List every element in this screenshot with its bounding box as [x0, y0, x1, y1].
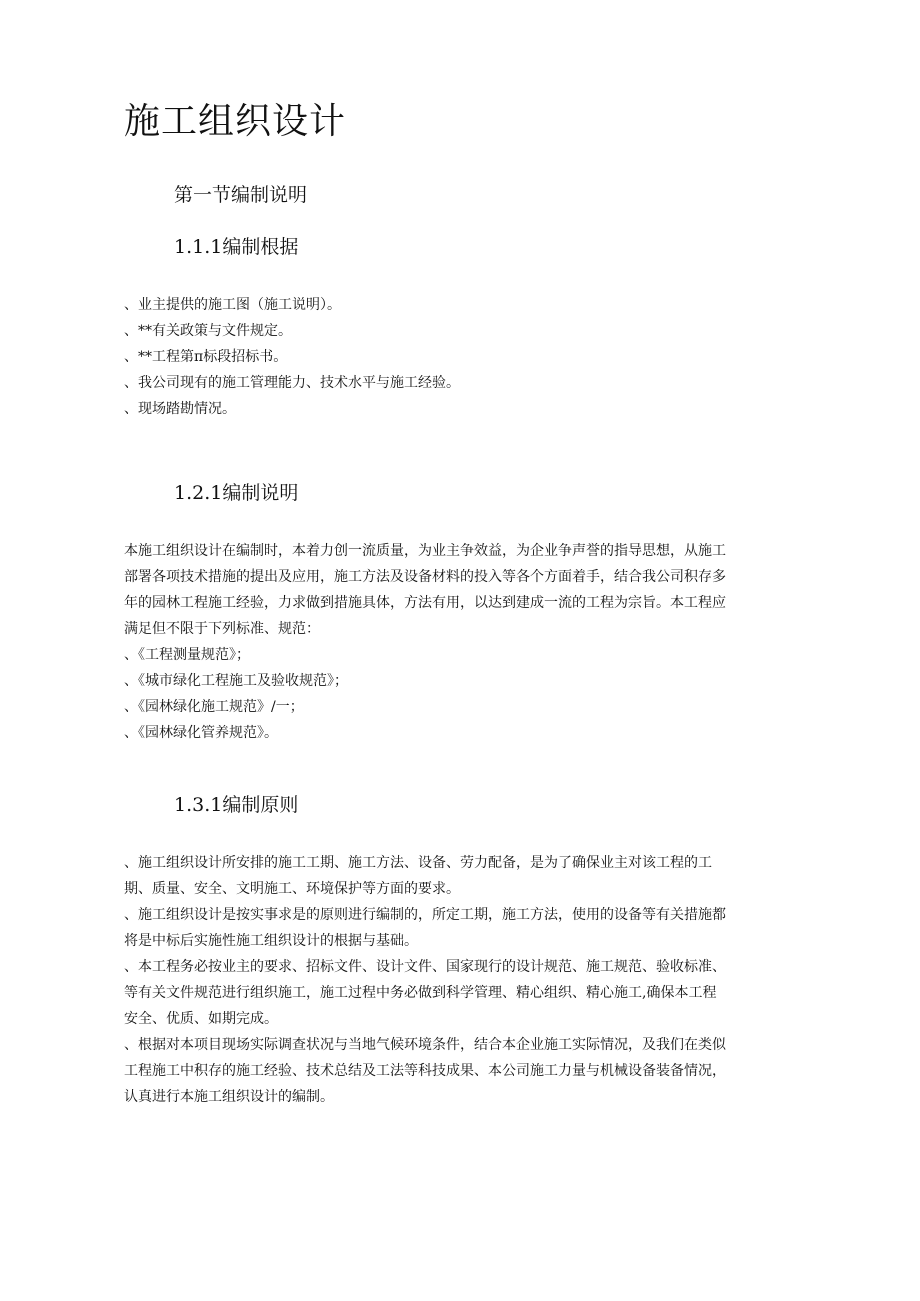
- section-title: 第一节编制说明: [174, 184, 308, 206]
- paragraph-line: 、施工组织设计是按实事求是的原则进行编制的，所定工期，施工方法，使用的设备等有关措施都: [124, 907, 726, 923]
- subsection-heading-basis: 1.1.1编制根据: [174, 236, 299, 258]
- paragraph-line: 、根据对本项目现场实际调查状况与当地气候环境条件，结合本企业施工实际情况，及我们在类似: [124, 1037, 726, 1053]
- subsection-heading-principles: 1.3.1编制原则: [174, 794, 299, 816]
- paragraph-line: 安全、优质、如期完成。: [124, 1011, 278, 1027]
- list-item: 、**有关政策与文件规定。: [124, 323, 292, 339]
- document-title: 施工组织设计: [124, 101, 347, 142]
- paragraph-line: 、施工组织设计所安排的施工工期、施工方法、设备、劳力配备，是为了确保业主对该工程的工: [124, 855, 712, 871]
- paragraph-line: 、本工程务必按业主的要求、招标文件、设计文件、国家现行的设计规范、施工规范、验收标准、: [124, 959, 726, 975]
- paragraph-line: 年的园林工程施工经验，力求做到措施具体，方法有用，以达到建成一流的工程为宗旨。本工程应: [124, 595, 726, 611]
- paragraph-line: 工程施工中积存的施工经验、技术总结及工法等科技成果、本公司施工力量与机械设备装备情况，: [124, 1063, 726, 1079]
- basis-list: [124, 292, 796, 422]
- principles-block: [124, 850, 796, 1110]
- standard-item: 、《工程测量规范》；: [124, 647, 250, 663]
- paragraph-line: 认真进行本施工组织设计的编制。: [124, 1089, 334, 1105]
- standard-item: 、《园林绿化施工规范》/一；: [124, 699, 304, 715]
- paragraph-line: 等有关文件规范进行组织施工，施工过程中务必做到科学管理、精心组织、精心施工,确保本工程: [124, 985, 717, 1001]
- subsection-heading-explanation: 1.2.1编制说明: [174, 482, 299, 504]
- paragraph-line: 部署各项技术措施的提出及应用，施工方法及设备材料的投入等各个方面着手，结合我公司积存多: [124, 569, 726, 585]
- list-item: 、业主提供的施工图（施工说明）。: [124, 297, 341, 313]
- list-item: 、**工程第π标段招标书。: [124, 349, 288, 365]
- paragraph-line: 将是中标后实施性施工组织设计的根据与基础。: [124, 933, 418, 949]
- paragraph-line: 期、质量、安全、文明施工、环境保护等方面的要求。: [124, 881, 460, 897]
- paragraph-line: 本施工组织设计在编制时，本着力创一流质量，为业主争效益，为企业争声誉的指导思想，从施工: [124, 543, 726, 559]
- paragraph-line: 满足但不限于下列标准、规范：: [124, 621, 320, 637]
- list-item: 、我公司现有的施工管理能力、技术水平与施工经验。: [124, 375, 460, 391]
- list-item: 、现场踏勘情况。: [124, 401, 236, 417]
- explanation-block: [124, 538, 796, 746]
- standard-item: 、《城市绿化工程施工及验收规范》；: [124, 673, 348, 689]
- standard-item: 、《园林绿化管养规范》。: [124, 725, 278, 741]
